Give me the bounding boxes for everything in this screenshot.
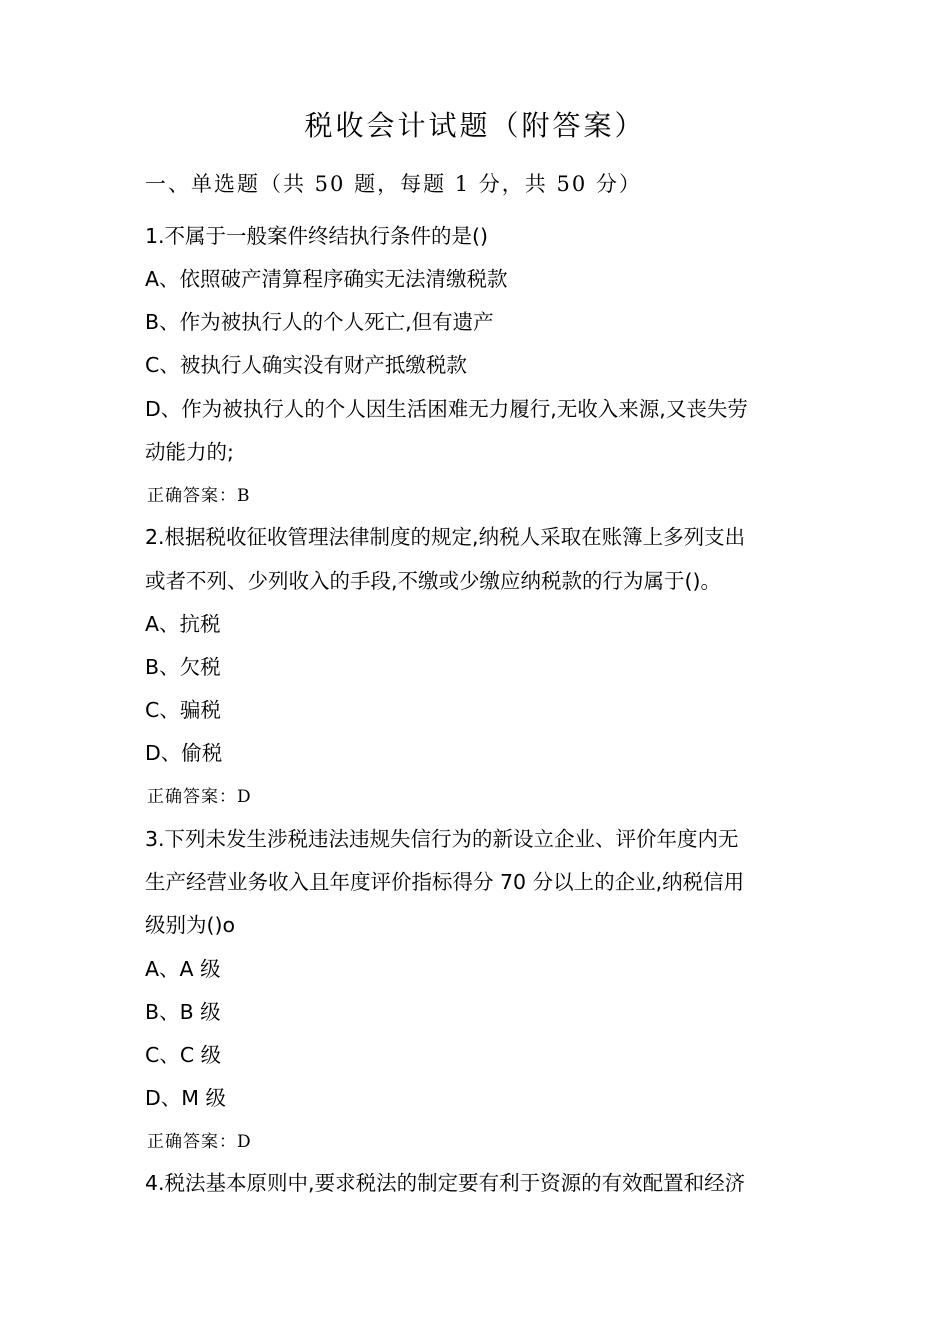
question-3-option-c: C、C 级 <box>145 1043 222 1067</box>
question-2-option-a: A、抗税 <box>145 612 221 636</box>
question-3-stem: 3.下列未发生涉税违法违规失信行为的新设立企业、评价年度内无 <box>145 827 739 851</box>
question-3-option-a: A、A 级 <box>145 957 221 981</box>
question-3-stem-continued-2: 级别为()o <box>145 913 236 937</box>
question-4-stem: 4.税法基本原则中,要求税法的制定要有利于资源的有效配置和经济 <box>145 1171 746 1195</box>
question-1-option-b: B、作为被执行人的个人死亡,但有遗产 <box>145 310 494 334</box>
question-2-option-b: B、欠税 <box>145 655 221 679</box>
question-3-stem-continued: 生产经营业务收入且年度评价指标得分 70 分以上的企业,纳税信用 <box>145 870 745 894</box>
question-3-option-d: D、M 级 <box>145 1086 226 1110</box>
question-2-option-c: C、骗税 <box>145 698 221 722</box>
question-1-option-a: A、依照破产清算程序确实无法清缴税款 <box>145 267 508 291</box>
question-1-option-c: C、被执行人确实没有财产抵缴税款 <box>145 353 467 377</box>
section-heading: 一、单选题（共 50 题，每题 1 分，共 50 分） <box>145 172 642 196</box>
question-1-stem: 1.不属于一般案件终结执行条件的是() <box>145 224 489 248</box>
question-1-option-d: D、作为被执行人的个人因生活困难无力履行,无收入来源,又丧失劳 <box>145 397 748 421</box>
question-2-answer: 正确答案：D <box>147 787 252 807</box>
question-3-answer: 正确答案：D <box>147 1132 252 1152</box>
question-2-stem-continued: 或者不列、少列收入的手段,不缴或少缴应纳税款的行为属于()。 <box>145 569 722 593</box>
document-title: 税收会计试题（附答案） <box>304 109 646 142</box>
question-3-option-b: B、B 级 <box>145 1000 221 1024</box>
question-2-option-d: D、偷税 <box>145 741 223 765</box>
question-2-stem: 2.根据税收征收管理法律制度的规定,纳税人采取在账簿上多列支出 <box>145 525 746 549</box>
question-1-option-d-continued: 动能力的; <box>145 440 234 464</box>
question-1-answer: 正确答案：B <box>147 486 251 506</box>
